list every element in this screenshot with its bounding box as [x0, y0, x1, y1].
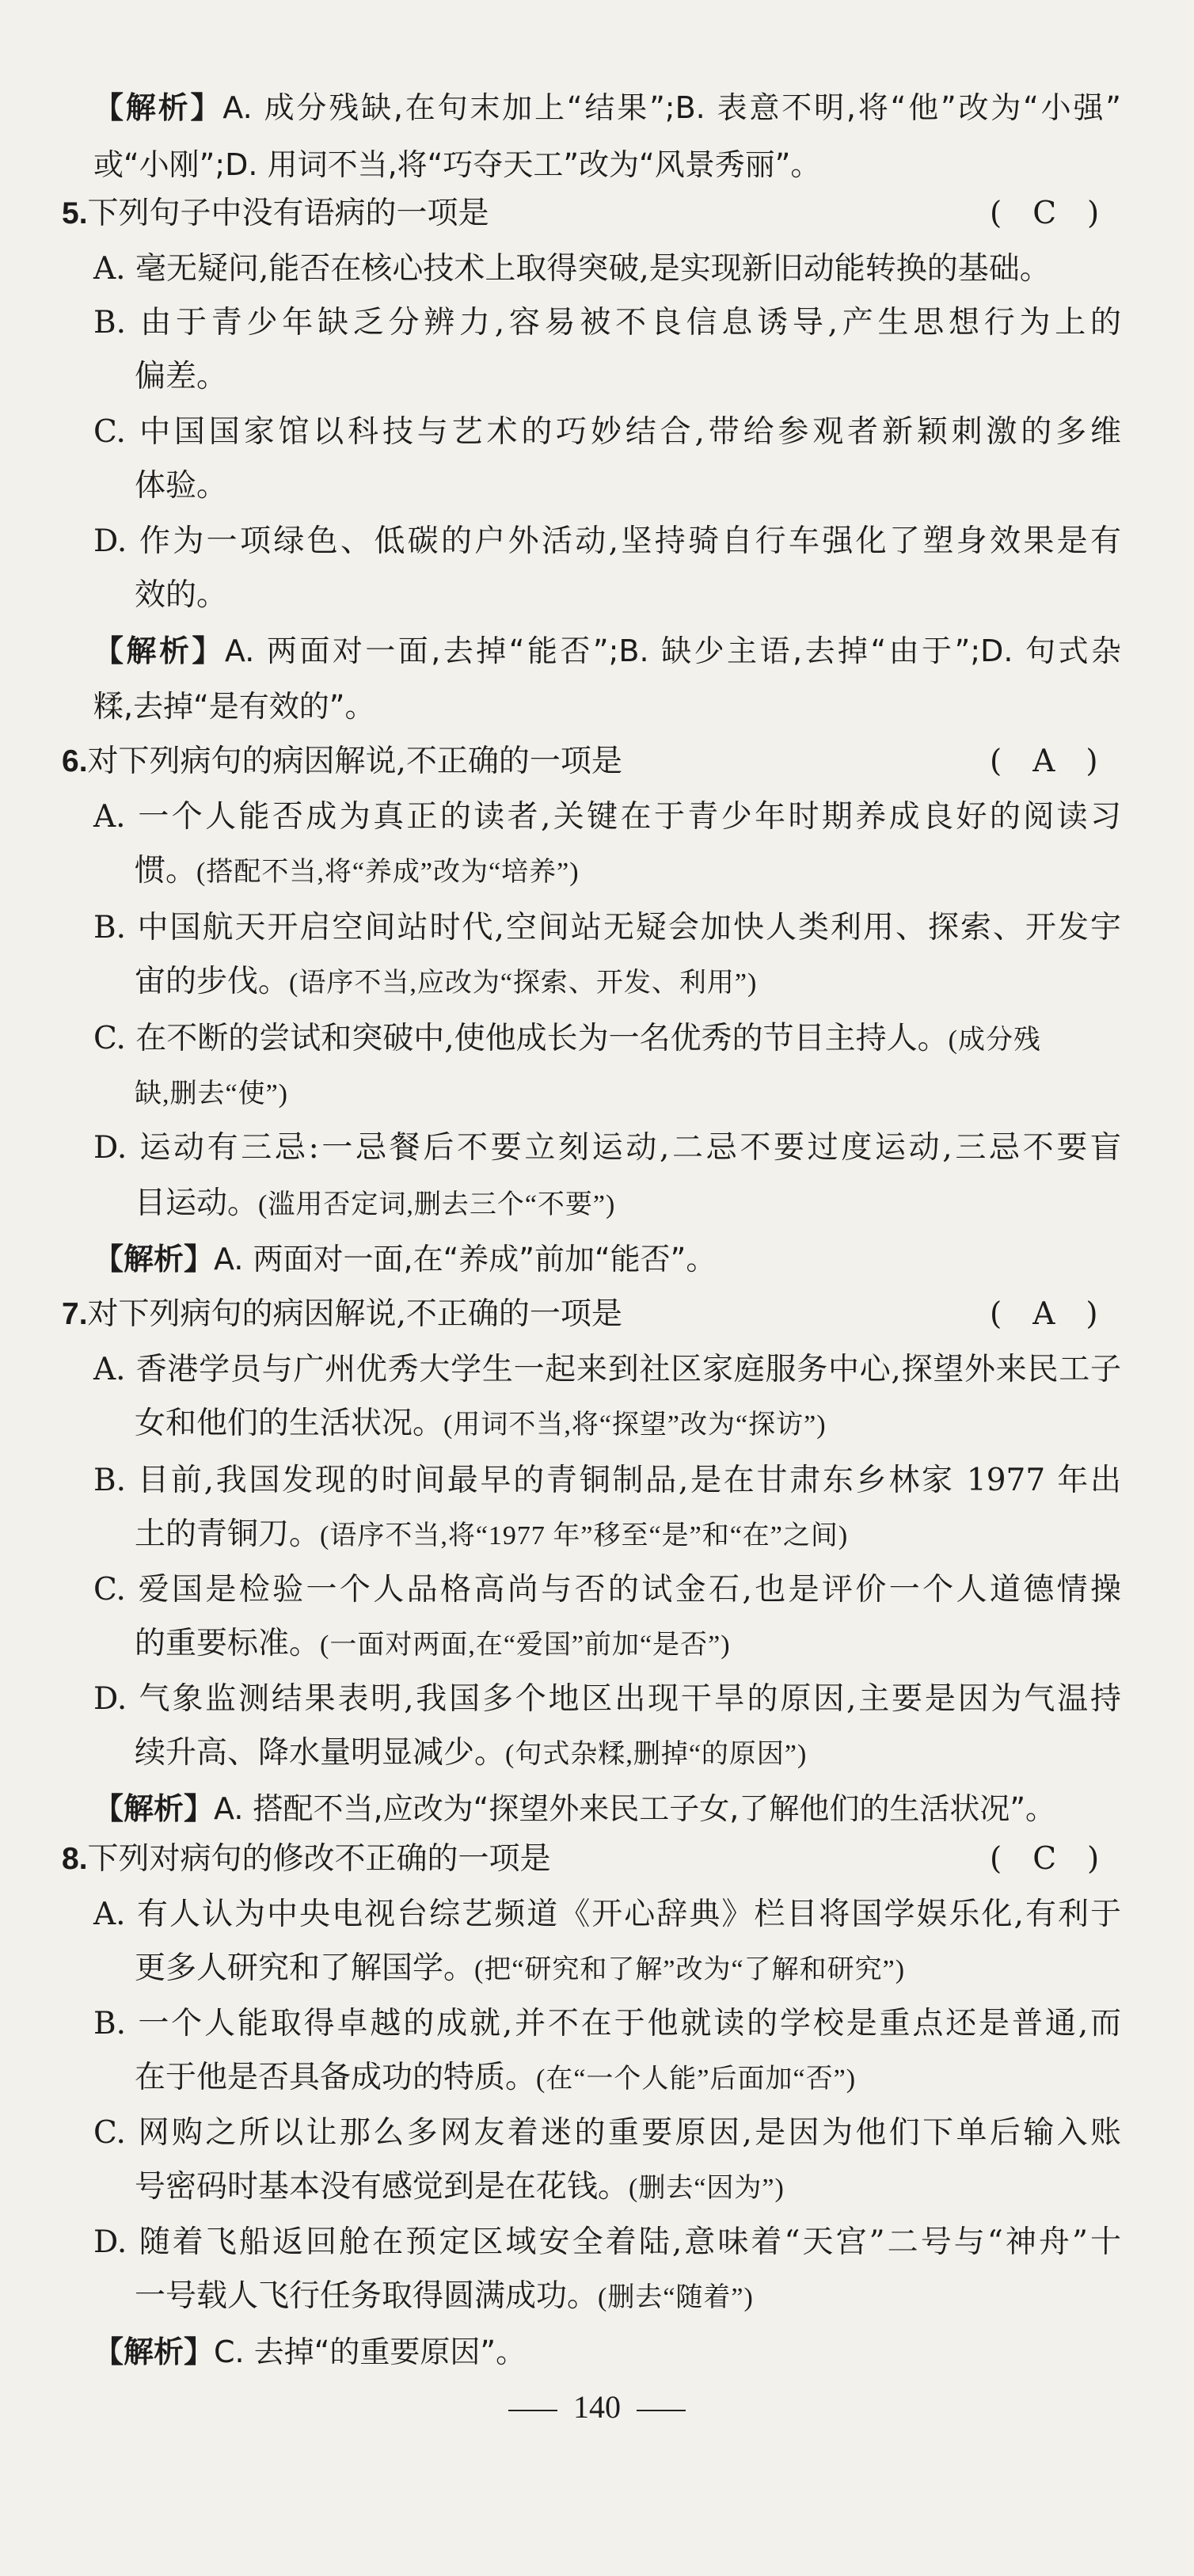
analysis-line [93, 84, 1121, 131]
analysis-line: 糅,去掉“是有效的”。 [93, 689, 375, 724]
correction-note: (删去“随着”) [598, 2283, 754, 2312]
option-c: C. 在不断的尝试和突破中,使他成长为一名优秀的节目主持人。(成分残 [93, 1021, 1041, 1056]
analysis-line: 【解析】C. 去掉“的重要原因”。 [93, 2334, 527, 2369]
option-c-cont: 的重要标准。(一面对两面,在“爱国”前加“是否”) [135, 1626, 731, 1661]
question-5-stem: 5.下列句子中没有语病的一项是 [62, 196, 489, 231]
option-d-cont: 一号载人飞行任务取得圆满成功。(删去“随着”) [135, 2278, 754, 2314]
option-b-cont: 在于他是否具备成功的特质。(在“一个人能”后面加“否”) [135, 2060, 857, 2095]
option-c: C. 爱国是检验一个人品格高尚与否的试金石,也是评价一个人道德情操 [93, 1572, 1121, 1608]
question-6-answer: ( A ) [990, 744, 1098, 779]
correction-note: (句式杂糅,删掉“的原因”) [505, 1740, 808, 1769]
correction-note: (删去“因为”) [629, 2174, 785, 2203]
option-d-cont: 效的。 [135, 577, 228, 613]
option-c-cont: 体验。 [135, 468, 228, 504]
option-b-cont: 土的青铜刀。(语序不当,将“1977 年”移至“是”和“在”之间) [135, 1516, 849, 1552]
option-a-cont: 女和他们的生活状况。(用词不当,将“探望”改为“探访”) [135, 1406, 827, 1441]
option-d: D. 气象监测结果表明,我国多个地区出现干旱的原因,主要是因为气温持 [93, 1681, 1121, 1717]
analysis-line: 【解析】A. 两面对一面,在“养成”前加“能否”。 [93, 1242, 717, 1277]
correction-note: (用词不当,将“探望”改为“探访”) [443, 1410, 827, 1440]
option-d: D. 运动有三忌:一忌餐后不要立刻运动,二忌不要过度运动,三忌不要盲 [93, 1130, 1121, 1166]
option-c-cont [135, 1069, 288, 1117]
option-b: B. 目前,我国发现的时间最早的青铜制品,是在甘肃东乡林家 1977 年出 [93, 1463, 1121, 1498]
correction-note: (语序不当,应改为“探索、开发、利用”) [289, 968, 758, 998]
option-a-cont: 更多人研究和了解国学。(把“研究和了解”改为“了解和研究”) [135, 1950, 906, 1986]
option-a: A. 有人认为中央电视台综艺频道《开心辞典》栏目将国学娱乐化,有利于 [93, 1897, 1121, 1932]
option-d-cont: 目运动。(滥用否定词,删去三个“不要”) [135, 1185, 616, 1221]
correction-note: (成分残 [948, 1025, 1041, 1055]
option-b: B. 一个人能取得卓越的成就,并不在于他就读的学校是重点还是普通,而 [93, 2006, 1121, 2041]
option-a: A. 毫无疑问,能否在核心技术上取得突破,是实现新旧动能转换的基础。 [93, 251, 1051, 287]
correction-note: (一面对两面,在“爱国”前加“是否”) [320, 1630, 731, 1660]
option-b-cont: 宙的步伐。(语序不当,应改为“探索、开发、利用”) [135, 964, 758, 999]
analysis-text: 或“小刚”;D. 用词不当,将“巧夺天工”改为“风景秀丽”。 [93, 147, 821, 182]
correction-note: 缺,删去“使”) [135, 1079, 289, 1109]
option-b: B. 由于青少年缺乏分辨力,容易被不良信息诱导,产生思想行为上的 [93, 305, 1121, 341]
page-number: 140 [0, 2384, 1194, 2431]
option-c: C. 中国国家馆以科技与艺术的巧妙结合,带给参观者新颖刺激的多维 [93, 414, 1121, 450]
dash-left [508, 2410, 557, 2411]
option-c-cont: 号密码时基本没有感觉到是在花钱。(删去“因为”) [135, 2169, 785, 2205]
option-a-cont: 惯。(搭配不当,将“养成”改为“培养”) [135, 853, 580, 888]
question-8-answer: ( C ) [990, 1841, 1100, 1877]
analysis-line [93, 141, 820, 188]
question-7-answer: ( A ) [990, 1296, 1098, 1332]
option-a: A. 一个人能否成为真正的读者,关键在于青少年时期养成良好的阅读习 [93, 799, 1121, 835]
option-c: C. 网购之所以让那么多网友着迷的重要原因,是因为他们下单后输入账 [93, 2115, 1121, 2151]
correction-note: (搭配不当,将“养成”改为“培养”) [196, 858, 580, 887]
correction-note: (在“一个人能”后面加“否”) [536, 2064, 857, 2094]
option-d: D. 作为一项绿色、低碳的户外活动,坚持骑自行车强化了塑身效果是有 [93, 523, 1121, 559]
question-5-answer: ( C ) [990, 196, 1100, 231]
option-d-cont: 续升高、降水量明显减少。(句式杂糅,删掉“的原因”) [135, 1735, 808, 1771]
option-a: A. 香港学员与广州优秀大学生一起来到社区家庭服务中心,探望外来民工子 [93, 1352, 1121, 1387]
question-8-stem: 8.下列对病句的修改不正确的一项是 [62, 1841, 551, 1877]
question-7-stem: 7.对下列病句的病因解说,不正确的一项是 [62, 1296, 622, 1332]
correction-note: (滥用否定词,删去三个“不要”) [258, 1190, 616, 1220]
analysis-line: 【解析】A. 两面对一面,去掉“能否”;B. 缺少主语,去掉“由于”;D. 句式杂 [93, 634, 1121, 668]
correction-note: (把“研究和了解”改为“了解和研究”) [474, 1955, 906, 1984]
option-d: D. 随着飞船返回舱在预定区域安全着陆,意味着“天宫”二号与“神舟”十 [93, 2224, 1121, 2260]
dash-right [637, 2410, 686, 2411]
option-b-cont: 偏差。 [135, 359, 228, 394]
option-b: B. 中国航天开启空间站时代,空间站无疑会加快人类利用、探索、开发宇 [93, 910, 1121, 946]
question-6-stem: 6.对下列病句的病因解说,不正确的一项是 [62, 744, 622, 779]
analysis-line: 【解析】A. 搭配不当,应改为“探望外来民工子女,了解他们的生活状况”。 [93, 1791, 1056, 1826]
analysis-text: A. 成分残缺,在句末加上“结果”;B. 表意不明,将“他”改为“小强” [222, 90, 1121, 125]
analysis-tag: 【解析】 [93, 90, 223, 125]
correction-note: (语序不当,将“1977 年”移至“是”和“在”之间) [320, 1521, 849, 1551]
